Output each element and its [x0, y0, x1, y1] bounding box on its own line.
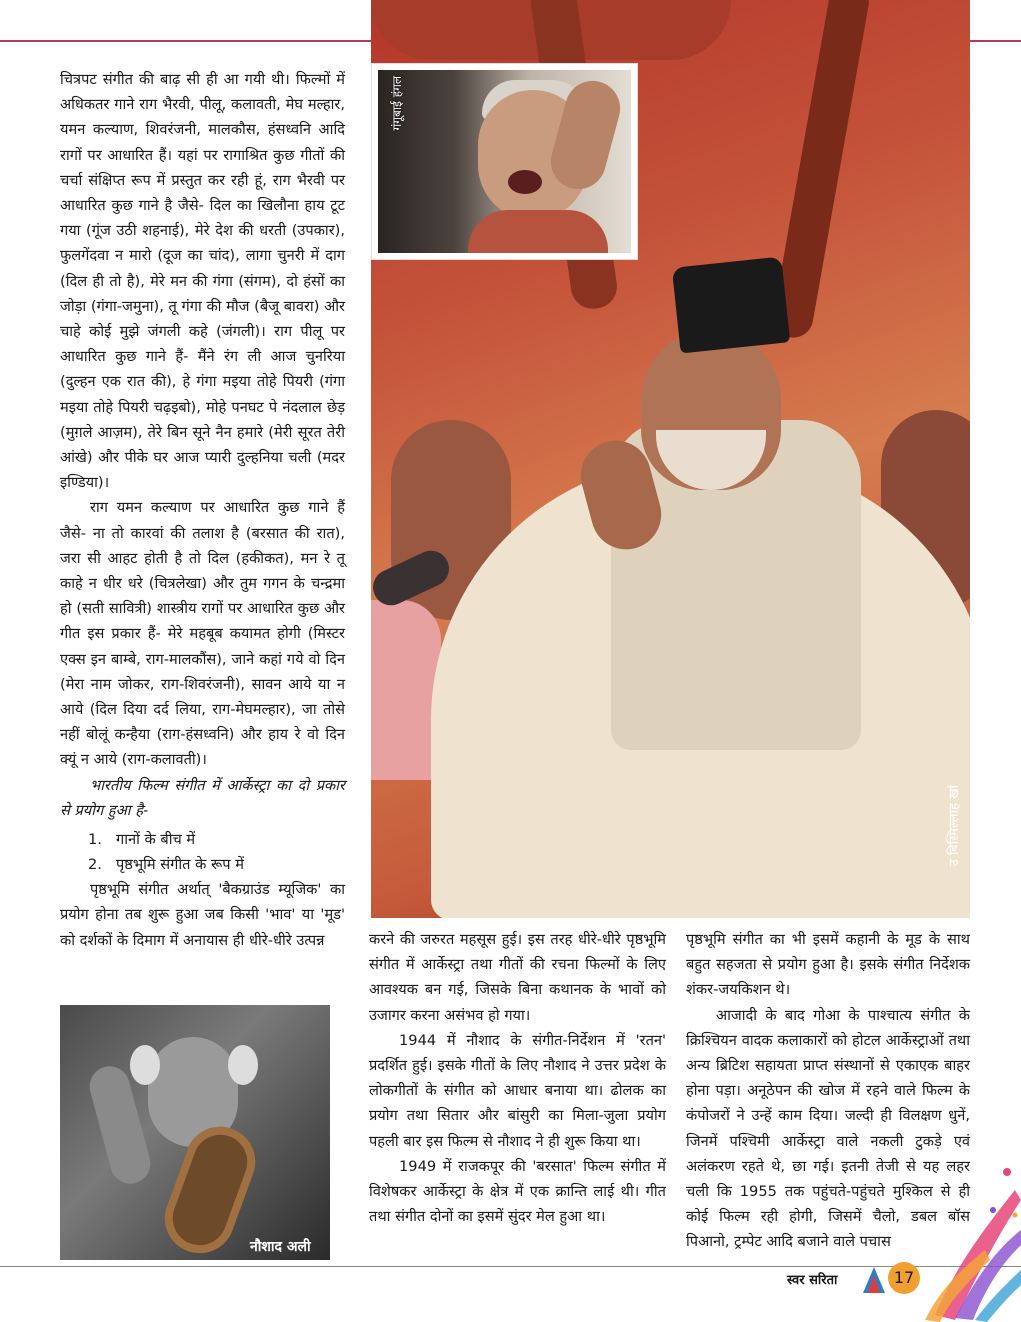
singer-mouth: [508, 170, 542, 194]
col1-paragraph-1: चित्रपट संगीत की बाढ़ सी ही आ गयी थी। फिल्मों में अधिकतर गाने राग भैरवी, पीलू, कलावती, मेघ मल्हार, यमन कल्याण, शिवरंजनी, मालकौस, हंसध्वनि आदि रागों पर आधारित हैं। यहां पर रागाश्रित कुछ गीतों की चर्चा संक्षिप्त रूप में प्रस्तुत कर रही हूं, राग भैरवी पर आधारित कुछ गाने है जैसे- दिल का खिलौना हाय टूट गया (गूंज उठी शहनाई), मेरे देश की धरती (उपकार), फुलगेंदवा न मारो (दूज का चांद), लागा चुनरी में दाग (दिल ही तो है), मेरे मन की गंगा (संगम), दो हंसों का जोड़ा (गंगा-जमुना), तू गंगा की मौज (बैजू बावरा) और चाहे कोई मुझे जंगली कहे (जंगली)। राग पीलू पर आधारित कुछ गाने हैं- मैंने रंग ली आज चुनरिया (दुल्हन एक रात की), हे गंगा मइया तोहे पियरी (गंगा मइया तोहे पियरी चढ़इबो), मोहे पनघट पे नंदलाल छेड़ (मुग़ले आज़म), तेरे बिन सूने नैन हमारे (मेरी सूरत तेरी आंखे) और पीके घर आज प्यारी दुल्हनिया चली (मदर इण्डिया)।: [60, 71, 345, 492]
col1-paragraph-2: राग यमन कल्याण पर आधारित कुछ गाने हैं जैसे- ना तो कारवां की तलाश है (बरसात की रात), जरा सी आहट होती है तो दिल (हकीकत), मन रे तू काहे न धीर धरे (चित्रलेखा) और तुम गगन के चन्द्रमा हो (सती सावित्री) शास्त्रीय रागों पर आधारित कुछ और गीत इस प्रकार हैं- मेरे महबूब कयामत होगी (मिस्टर एक्स इन बाम्बे, राग-मालकौंस), जाने कहां गये वो दिन (मेरा नाम जोकर, राग-शिवरंजनी), सावन आये या न आये (दिल दिया दर्द लिया, राग-मेघमल्हार), जा तोसे नहीं बोलूं कन्हैया (राग-हंसध्वनि) और हाय रे वो दिन क्यूं न आये (राग-कलावती)।: [60, 499, 345, 769]
list-item-text: पृष्ठभूमि संगीत के रूप में: [116, 856, 244, 874]
inset-photo-caption: गंगूबाई हंगल: [390, 76, 404, 131]
photo-caption: नौशाद अली: [250, 1239, 311, 1255]
list-item-number: 2.: [88, 856, 102, 874]
inset-photo-frame: [372, 64, 637, 259]
musician-cap: [672, 256, 790, 353]
list-item-number: 1.: [88, 831, 102, 849]
page-number: 17: [888, 1262, 920, 1294]
inset-photo-gangubai-hangal: [378, 70, 631, 253]
col1-paragraph-4: पृष्ठभूमि संगीत अर्थात् 'बैकग्राउंड म्यूजिक' का प्रयोग होना तब शुरू हुआ जब किसी 'भाव' या 'मूड' को दर्शकों के दिमाग में अनायास ही धीरे-धीरे उत्पन्न: [60, 881, 345, 949]
singer-sari: [468, 210, 608, 253]
musician-hair-left: [130, 1045, 160, 1085]
col3-paragraph-2: आजादी के बाद गोआ के पाश्चात्य संगीत के क्रिश्चियन वादक कलाकारों को होटल आर्केस्ट्राओं तथा अन्य ब्रिटिश सहायता प्राप्त संस्थानों से एकाएक बाहर होना पड़ा। अनूठेपन की खोज में रहने वाले फिल्म के कंपोजरों ने उन्हें काम दिया। जल्दी ही विलक्षण धुनें, जिनमें पश्चिमी आर्केस्ट्रा वाले नकली टुकड़े एवं अलंकरण रहते थे, छा गई। इतनी तेजी से यह लहर चली कि 1955 तक पहुंचते-पहुंचते मुश्किल से ही कोई फिल्म रही होगी, जिसमें चैलो, डबल बॉस पिआनो, ट्रम्पेट आदि बजाने वाले पचास: [686, 1006, 970, 1251]
column-1: [60, 67, 345, 953]
col1-paragraph-3: भारतीय फिल्म संगीत में आर्केस्ट्रा का दो प्रकार से प्रयोग हुआ है-: [60, 776, 345, 819]
triangle-ornament-icon: [862, 1265, 886, 1295]
paint-splash-icon: [915, 1150, 1021, 1322]
list-item: [60, 827, 345, 852]
col2-paragraph-1: करने की जरुरत महसूस हुई। इस तरह धीरे-धीरे पृष्ठभूमि संगीत में आर्केस्ट्रा तथा गीतों की रचना फिल्मों के लिए आवश्यक बन गई, जिसके बिना कथानक के भावों को उजागर करना असंभव हो गया।: [369, 931, 666, 1024]
musician-hair-right: [228, 1045, 258, 1085]
col2-paragraph-2: 1944 में नौशाद के संगीत-निर्देशन में 'रतन' प्रदर्शित हुई। इसके गीतों के लिए नौशाद ने उत्तर प्रदेश के लोकगीतों के संगीत को आधार बनाया था। ढोलक का प्रयोग तथा सितार और बांसुरी का मिला-जुला प्रयोग पहली बार इस फिल्म से नौशाद ने ही शुरू किया था।: [369, 1031, 666, 1150]
orchestra-usage-list: [60, 827, 345, 877]
column-2: [369, 927, 666, 1229]
photo-naushad-ali: [60, 1005, 330, 1260]
list-item: [60, 852, 345, 877]
col3-paragraph-1: पृष्ठभूमि संगीत का भी इसमें कहानी के मूड के साथ बहुत सहजता से प्रयोग हुआ है। इसके संगीत निर्देशक शंकर-जयकिशन थे।: [686, 931, 970, 999]
hero-photo-caption: उ बिस्मिल्लाह खां: [947, 785, 962, 867]
col2-paragraph-3: 1949 में राजकपूर की 'बरसात' फिल्म संगीत में विशेषकर आर्केस्ट्रा के क्षेत्र में एक क्रान्ति लाई थी। गीत तथा संगीत दोनों का इसमें सुंदर मेल हुआ था।: [369, 1157, 666, 1226]
tanpura-neck-right: [770, 0, 872, 341]
list-item-text: गानों के बीच में: [116, 831, 196, 849]
magazine-title: स्वर सरिता: [787, 1273, 838, 1288]
